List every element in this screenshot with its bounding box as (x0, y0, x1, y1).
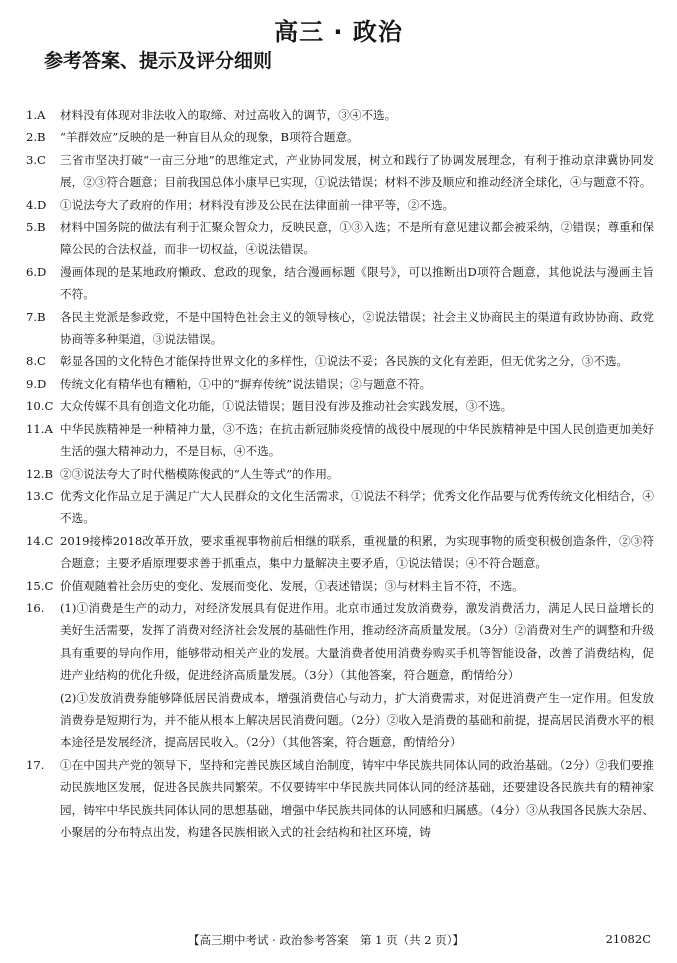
answer-text: 材料中国务院的做法有利于汇聚众智众力，反映民意，①③入选；不是所有意见建议都会被采纳，②错误；尊重和保障公民的合法权益，而非一切权益，④说法错误。 (60, 220, 654, 257)
answer-number: 16. (26, 600, 45, 615)
answer-number: 13.C (26, 488, 54, 503)
answer-item (26, 104, 654, 126)
answer-list (26, 104, 654, 843)
footer-code: 21082C (605, 932, 651, 946)
answer-item (26, 530, 654, 575)
answer-text: 三省市坚决打破“一亩三分地”的思维定式，产业协同发展，树立和践行了协调发展理念，有利于推动京津冀协同发展，②③符合题意；目前我国总体小康早已实现，①说法错误；材料不涉及顺应和推动经济全球化，④与题意不符。 (60, 152, 654, 190)
answer-number: 11.A (26, 421, 53, 436)
answer-text: ②③说法夸大了时代楷模陈俊武的“人生等式”的作用。 (60, 466, 339, 481)
answer-text: 材料没有体现对非法收入的取缔、对过高收入的调节，③④不选。 (60, 108, 397, 122)
answer-item (26, 395, 654, 417)
answer-text: 各民主党派是参政党，不是中国特色社会主义的领导核心，②说法错误；社会主义协商民主的渠道有政协协商、政党协商等多种渠道，③说法错误。 (60, 309, 654, 347)
answer-item (26, 485, 654, 530)
answer-part-1: ①在中国共产党的领导下，坚持和完善民族区域自治制度，铸牢中华民族共同体认同的政治基础。（2分）②我们要推动民族地区发展，促进各民族共同繁荣。不仅要铸牢中华民族共同体认同的经济基础，还要建设各民族共有的精神家园，铸牢中华民族共同体认同的思想基础，增强中华民族共同体的认同感和归属感。（4分）③从我国各民族大杂居、小聚居的分布特点出发，构建各民族相嵌入式的社会结构和社区环境，铸 (60, 757, 654, 839)
answer-text: “羊群效应”反映的是一种盲目从众的现象，B项符合题意。 (60, 130, 359, 145)
answer-text: 优秀文化作品立足于满足广大人民群众的文化生活需求，①说法不科学；优秀文化作品要与优秀传统文化相结合，④不选。 (60, 488, 654, 526)
answer-item-16 (26, 597, 654, 754)
answer-number: 17. (26, 757, 45, 772)
answer-item (26, 261, 654, 306)
footer-page-info: 【高三期中考试 · 政治参考答案 第 1 页（共 2 页）】 (188, 933, 464, 947)
page-subtitle: 参考答案、提示及评分细则 (44, 50, 273, 72)
answer-number: 10.C (26, 399, 54, 414)
answer-item (26, 216, 654, 261)
answer-text: 漫画体现的是某地政府懒政、怠政的现象，结合漫画标题《限号》，可以推断出D项符合题意，其他说法与漫画主旨不符。 (60, 264, 654, 302)
answer-part-1: (1)①消费是生产的动力，对经济发展具有促进作用。北京市通过发放消费券，激发消费活力，满足人民日益增长的美好生活需要，发挥了消费对经济社会发展的基础性作用，推动经济高质量发展。（3分）②消费对生产的调整和升级具有重要的导向作用，能够带动相关产业的发展。大量消费者使用消费券购买手机等智能设备，改善了消费结构，促进产业结构的优化升级，促进经济高质量发展。（3分）（其他答案，符合题意，酌情给分） (60, 600, 654, 683)
answer-item (26, 149, 654, 194)
answer-number: 12.B (26, 466, 53, 481)
answer-number: 2.B (26, 130, 46, 145)
answer-text: 中华民族精神是一种精神力量，③不选；在抗击新冠肺炎疫情的战役中展现的中华民族精神是中国人民创造更加美好生活的强大精神动力，不是目标，④不选。 (60, 421, 654, 459)
answer-number: 15.C (26, 578, 54, 593)
answer-number: 14.C (26, 533, 54, 548)
answer-number: 4.D (26, 197, 47, 212)
answer-item (26, 350, 654, 372)
answer-text: 2019接棒2018改革开放，要求重视事物前后相继的联系，重视量的积累，为实现事物的质变积极创造条件，②③符合题意；主要矛盾原理要求善于抓重点，集中力量解决主要矛盾，①说法错误；④不符合题意。 (60, 533, 654, 571)
answer-item (26, 306, 654, 351)
answer-body (60, 597, 654, 754)
answer-item (26, 194, 654, 216)
answer-part-2: (2)①发放消费券能够降低居民消费成本，增强消费信心与动力，扩大消费需求，对促进消费产生一定作用。但发放消费券是短期行为，并不能从根本上解决居民消费问题。（2分）②收入是消费的基础和前提，提高居民消费水平的根本途径是发展经济，提高居民收入。（2分）（其他答案，符合题意，酌情给分） (60, 690, 654, 750)
answer-number: 7.B (26, 309, 46, 324)
answer-text: 价值观随着社会历史的变化、发展而变化、发展，①表述错误；③与材料主旨不符，不选。 (60, 578, 524, 593)
answer-text: 传统文化有精华也有糟粕，①中的“摒弃传统”说法错误；②与题意不符。 (60, 376, 432, 391)
answer-text: 彰显各国的文化特色才能保持世界文化的多样性，①说法不妥；各民族的文化有差距，但无优劣之分，③不选。 (60, 354, 629, 369)
answer-number: 9.D (26, 376, 47, 391)
answer-text: 大众传媒不具有创造文化功能，①说法错误；题目没有涉及推动社会实践发展，③不选。 (60, 399, 513, 414)
multiple-choice-answers (26, 104, 654, 597)
answer-body (60, 754, 654, 844)
answer-number: 5.B (26, 220, 46, 235)
answer-item (26, 126, 654, 148)
answer-item (26, 373, 654, 395)
answer-item (26, 575, 654, 597)
answer-item (26, 463, 654, 485)
answer-number: 6.D (26, 264, 47, 279)
answer-item (26, 418, 654, 463)
answer-number: 1.A (26, 108, 46, 122)
answer-item-17 (26, 754, 654, 844)
page-title: 高三 · 政治 (274, 18, 403, 46)
answer-number: 8.C (26, 354, 46, 369)
answer-number: 3.C (26, 152, 46, 167)
answer-text: ①说法夸大了政府的作用；材料没有涉及公民在法律面前一律平等，②不选。 (60, 197, 455, 212)
